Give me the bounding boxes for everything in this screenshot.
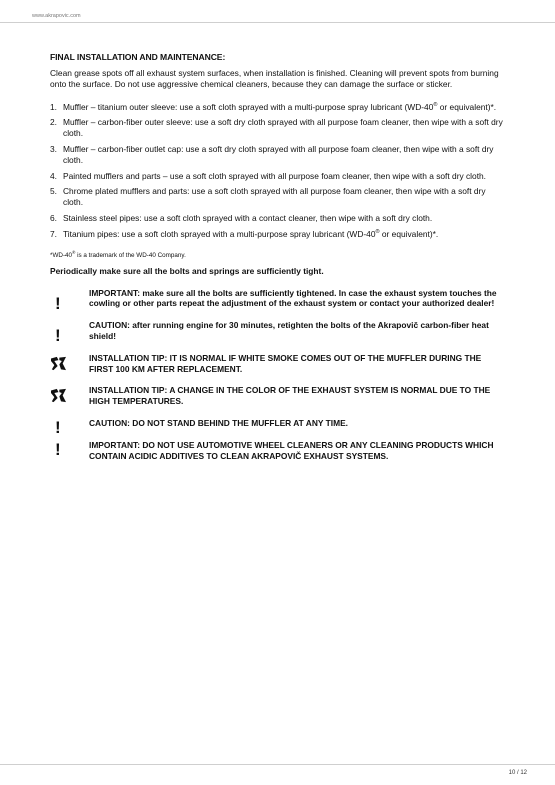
- notice-text: CAUTION: after running engine for 30 minutes, retighten the bolts of the Akrapovič carbon-fiber heat shield!: [89, 320, 489, 341]
- notice-tip-color-change: [50, 385, 506, 407]
- exclamation-icon: !: [55, 293, 61, 313]
- notice-text: CAUTION: DO NOT STAND BEHIND THE MUFFLER AT ANY TIME.: [89, 417, 348, 428]
- trademark-footnote: *WD-40® is a trademark of the WD-40 Company.: [50, 249, 186, 259]
- notice-text: IMPORTANT: make sure all the bolts are sufficiently tightened. In case the exhaust system touches the cowling or other parts repeat the adjustment of the exhaust system or contact your authorized dealer!: [89, 287, 497, 309]
- page-content: [50, 52, 506, 472]
- list-item: 4. Painted mufflers and parts – use a soft cloth sprayed with all purpose foam cleaner, then wipe with a soft dry cloth.: [50, 170, 487, 181]
- exclamation-icon: !: [55, 326, 61, 346]
- list-item: 5. Chrome plated mufflers and parts: use a soft cloth sprayed with all purpose foam cleaner, then wipe with a soft dry cloth.: [50, 186, 486, 208]
- list-item: 2. Muffler – carbon-fiber outer sleeve: use a soft dry cloth sprayed with all purpose foam cleaner, then wipe with a soft dry cloth.: [50, 117, 503, 139]
- notice-caution-heat-shield: [50, 320, 506, 346]
- section-title: FINAL INSTALLATION AND MAINTENANCE:: [50, 52, 226, 62]
- list-item: 6. Stainless steel pipes: use a soft cloth sprayed with a contact cleaner, then wipe with a soft dry cloth.: [50, 212, 433, 223]
- notice-important-bolts: [50, 287, 506, 313]
- notice-text: INSTALLATION TIP: IT IS NORMAL IF WHITE SMOKE COMES OUT OF THE MUFFLER DURING THE FIRST 100 KM AFTER REPLACEMENT.: [89, 352, 482, 374]
- notice-text: IMPORTANT: DO NOT USE AUTOMOTIVE WHEEL CLEANERS OR ANY CLEANING PRODUCTS WHICH CONTAIN ACIDIC ADDITIVES TO CLEAN AKRAPOVIČ EXHAUST SYSTEMS.: [89, 439, 494, 461]
- intro-paragraph: Clean grease spots off all exhaust system surfaces, when installation is finished. Cleaning will prevent spots from burning onto the surface. Do not use aggressive chemical cleaners, because they can damage the surface or sticker.: [50, 68, 499, 89]
- list-item: 3. Muffler – carbon-fiber outlet cap: use a soft dry cloth sprayed with all purpose foam cleaner, then wipe with a soft dry cloth.: [50, 143, 494, 165]
- header-divider: [0, 22, 555, 23]
- akrapovic-scorpion-logo-icon: [50, 356, 67, 371]
- exclamation-icon: !: [55, 417, 61, 437]
- list-item: 1. Muffler – titanium outer sleeve: use a soft cloth sprayed with a multi-purpose spray lubricant (WD-40® or equivalent)*.: [50, 101, 497, 112]
- notice-caution-muffler: [50, 417, 506, 437]
- footer-divider: [0, 764, 555, 765]
- cleaning-steps-list: [50, 102, 506, 240]
- notice-tip-white-smoke: [50, 353, 506, 375]
- notice-important-cleaners: [50, 440, 506, 462]
- page-number: 10 / 12: [508, 770, 527, 776]
- header-url: www.akrapovic.com: [32, 13, 81, 19]
- exclamation-icon: !: [55, 439, 61, 459]
- list-item: 7. Titanium pipes: use a soft cloth sprayed with a multi-purpose spray lubricant (WD-40® or equivalent)*.: [50, 228, 439, 239]
- bolts-note: Periodically make sure all the bolts and springs are sufficiently tight.: [50, 265, 324, 276]
- akrapovic-scorpion-logo-icon: [50, 388, 67, 403]
- page-header: [0, 0, 555, 22]
- notice-text: INSTALLATION TIP: A CHANGE IN THE COLOR OF THE EXHAUST SYSTEM IS NORMAL DUE TO THE HIGH TEMPERATURES.: [89, 385, 491, 407]
